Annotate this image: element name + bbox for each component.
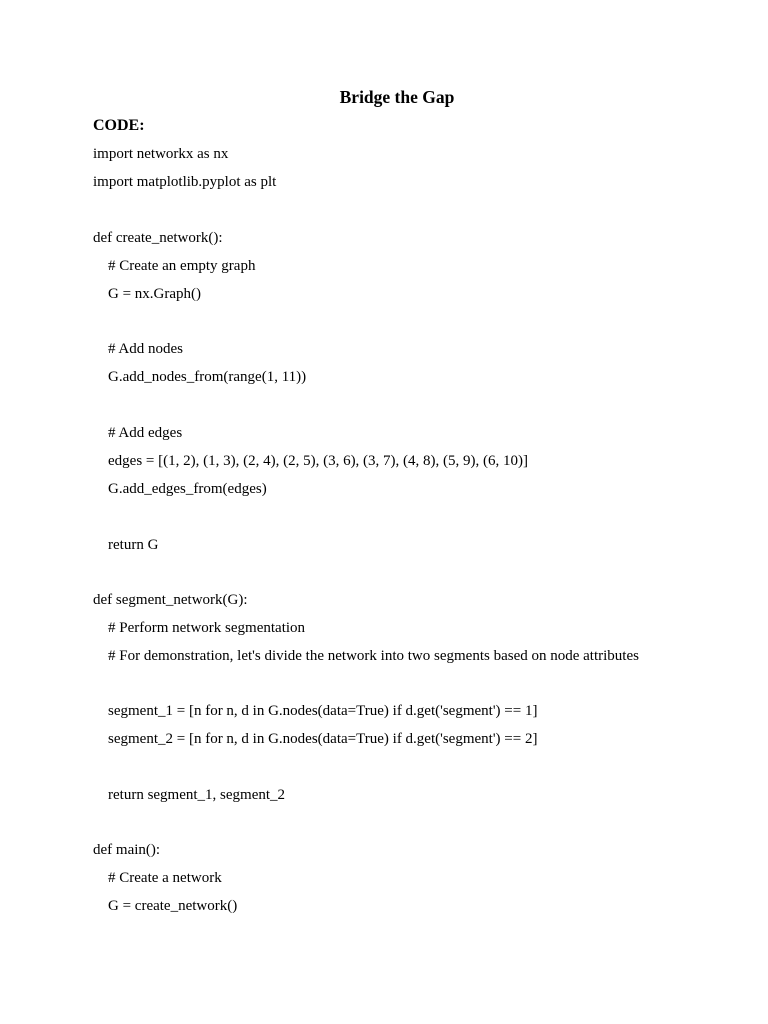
code-line: return segment_1, segment_2 bbox=[108, 787, 286, 803]
code-line: def segment_network(G): bbox=[93, 592, 248, 608]
code-comment: # Create a network bbox=[108, 870, 222, 886]
code-comment: # Create an empty graph bbox=[108, 258, 256, 274]
code-line: import matplotlib.pyplot as plt bbox=[93, 174, 277, 190]
code-line: def create_network(): bbox=[93, 230, 223, 246]
code-comment: # Add nodes bbox=[108, 341, 183, 357]
section-heading: CODE: bbox=[93, 117, 145, 134]
code-comment: # Perform network segmentation bbox=[108, 620, 306, 636]
code-line: G = create_network() bbox=[108, 898, 238, 914]
code-comment: # Add edges bbox=[108, 425, 183, 441]
code-line: G = nx.Graph() bbox=[108, 286, 202, 302]
code-line: return G bbox=[108, 537, 159, 553]
code-line: G.add_nodes_from(range(1, 11)) bbox=[108, 369, 307, 385]
code-line: import networkx as nx bbox=[93, 146, 229, 162]
code-line: G.add_edges_from(edges) bbox=[108, 481, 267, 497]
code-line: segment_1 = [n for n, d in G.nodes(data=True) if d.get('segment') == 1] bbox=[108, 703, 538, 719]
code-line: def main(): bbox=[93, 842, 161, 858]
code-line: segment_2 = [n for n, d in G.nodes(data=True) if d.get('segment') == 2] bbox=[108, 731, 538, 747]
code-comment: # For demonstration, let's divide the network into two segments based on node attributes bbox=[108, 648, 639, 664]
document-title: Bridge the Gap bbox=[339, 87, 455, 107]
code-line: edges = [(1, 2), (1, 3), (2, 4), (2, 5), (3, 6), (3, 7), (4, 8), (5, 9), (6, 10)] bbox=[108, 453, 529, 469]
